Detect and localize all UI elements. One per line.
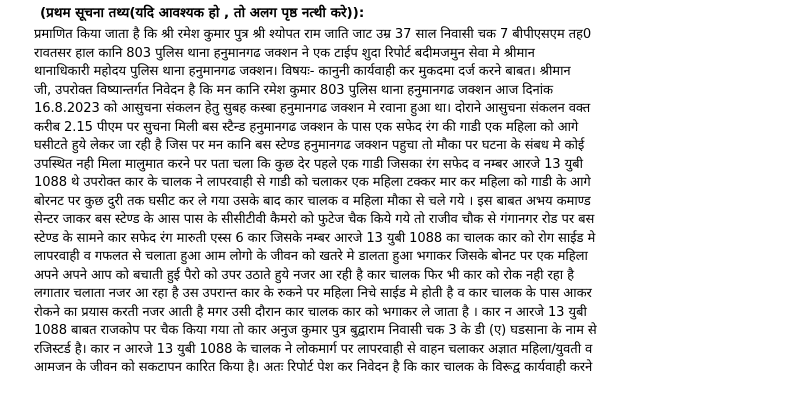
paragraph-line: लापरवाही व गफलत से चलाता हुआ आम लोगो के जीवन को खतरे मे डालता हुआ भगाकर जिसके बोनट पर एक महिला (34, 249, 588, 264)
report-paragraph (34, 26, 784, 378)
paragraph-line: स्टेण्ड के सामने कार सफेद रंग मारुती एस्स 6 कार जिसके नम्बर आरजे 13 युबी 1088 का चालक कार को रोग साईड मे (34, 230, 596, 246)
paragraph-line: उपस्थित नही मिला मालुमात करने पर पता चला कि कुछ देर पहले एक गाडी जिसका रंग सफेद व नम्बर आरजे 13 युबी (34, 156, 583, 172)
paragraph-line: रजिस्टर्ड है। कार न आरजे 13 युबी 1088 के चालक ने लोकमार्ग पर लापरवाही से वाहन चलाकर अज्ञात महिला/युवती व (34, 341, 593, 357)
paragraph-line: जी, उपरोक्त विष्यान्तर्गत निवेदन है कि मन कानि रमेश कुमार 803 पुलिस थाना हनुमानगढ जक्शन आज दिनांक (34, 82, 554, 98)
paragraph-line: सेन्टर जाकर बस स्टेण्ड के आस पास के सीसीटीवी कैमरो को फुटेज चैक किये गये तो राजीव चौक से गंगानगर रोड पर बस (34, 212, 595, 227)
paragraph-line: प्रमाणित किया जाता है कि श्री रमेश कुमार पुत्र श्री श्योपत राम जाति जाट उम्र 37 साल निवासी चक 7 बीपीएसएम तह0 (34, 27, 592, 42)
paragraph-line: थानाधिकारी महोदय पुलिस थाना हनुमानगढ जक्शन। विषयः- कानुनी कार्यवाही कर मुकदमा दर्ज करने बाबत। श्रीमान (34, 64, 571, 79)
paragraph-line: आमजन के जीवन को सकटापन कारित किया है। अतः रिपोर्ट पेश कर निवेदन है कि कार चालक के विरूद्व कार्यवाही करने (34, 360, 593, 375)
paragraph-line: 16.8.2023 को आसुचना संकलन हेतु सुबह कस्बा हनुमानगढ जक्शन मे रवाना हुआ था। दोराने आसुचना संकलन वक्त (34, 101, 591, 116)
paragraph-line: 1088 बाबत राजकोप पर चैक किया गया तो कार अनुज कुमार पुत्र बुद्वाराम निवासी चक 3 के डी (ए) घडसाना के नाम से (34, 323, 597, 338)
paragraph-line: रोकने का प्रयास करती नजर आती है मगर उसी दौरान कार चालक कार को भगाकर ले जाता है । कार न आरजे 13 युबी (34, 304, 587, 320)
paragraph-line: लगातार चलाता नजर आ रहा है उस उपरान्त कार के रुकने पर महिला निचे साईड मे होती है व कार चालक के पास आकर (34, 286, 592, 301)
paragraph-line: 1088 थे उपरोक्त कार के चालक ने लापरवाही से गाडी को चलाकर एक महिला टक्कर मार कर महिला को गाडी के आगे (34, 175, 591, 190)
paragraph-line: बोरनट पर कुछ दुरी तक घसीट कर ले गया उसके बाद कार चालक व महिला मौका से चले गये । इस बाबत अभय कमाण्ड (34, 193, 591, 209)
paragraph-line: घसीटते हुये लेकर जा रही है जिस पर मन कानि बस स्टेण्ड हनुमानगढ जक्शन पहुचा तो मौका पर घटना के संबध मे कोई (34, 138, 585, 153)
paragraph-line: रावतसर हाल कानि 803 पुलिस थाना हनुमानगढ जक्शन ने एक टाईप शुदा रिपोर्ट बदीमजमुन सेवा मे श्रीमान (34, 45, 535, 61)
section-heading: (प्रथम सूचना तथ्य(यदि आवश्यक हो , तो अलग पृष्ठ नत्थी करे)): (40, 5, 365, 21)
paragraph-line: करीब 2.15 पीएम पर सुचना मिली बस स्टैन्ड हनुमानगढ जक्शन के पास एक सफेद रंग की गाडी एक महिला को आगे (34, 119, 579, 135)
cropped-previous-line (40, 0, 680, 1)
paragraph-line: अपने अपने आप को बचाती हुई पैरो को उपर उठाते हुये नजर आ रही है कार चालक फिर भी कार को रोक नही रहा है (34, 267, 574, 283)
